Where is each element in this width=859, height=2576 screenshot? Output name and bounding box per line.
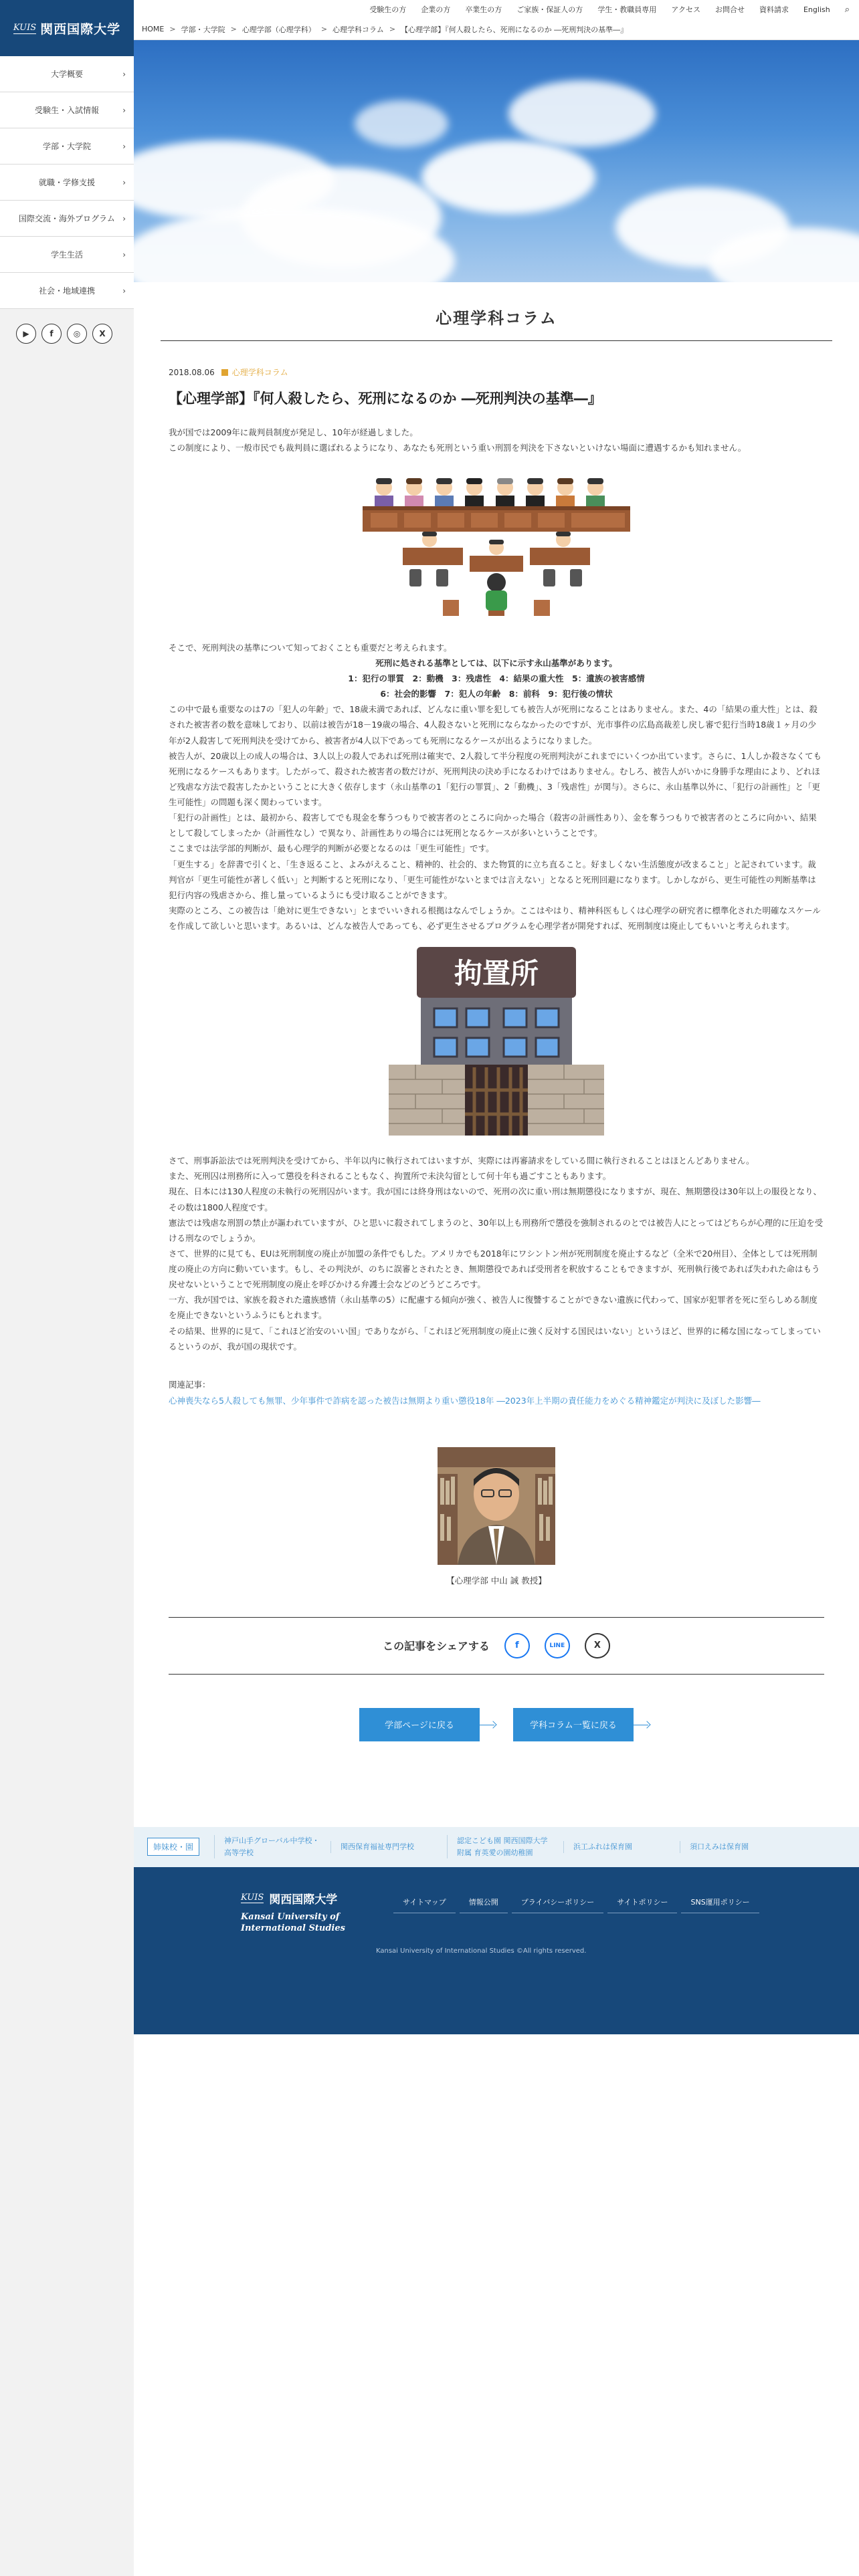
sidebar-item-faculties[interactable] [0, 128, 134, 165]
sidebar-nav [0, 56, 134, 309]
paragraph: 「更生する」を辞書で引くと、「生き返ること、よみがえること、精神的、社会的、また物質的に立ち直ること。好ましくない生活態度が改まること」と記されています。裁判官が「更生可能性が著しく低い」と判断すると死刑になり、「更生可能性がないとまでは言えない」となると死刑回避になります。しかしながら、更生可能性の判断基準は犯行内容の残虐さから、推し量っているようにも受け取ることができます。 [169, 859, 816, 900]
sidebar-item-label: 大学概要 [50, 70, 83, 79]
footer-english-line: International Studies [241, 1923, 345, 1933]
author-caption: 【心理学部 中山 誠 教授】 [446, 1575, 547, 1586]
facebook-icon[interactable]: f [41, 324, 62, 344]
paragraph: この中で最も重要なのは7の「犯人の年齢」で、18歳未満であれば、どんなに重い罪を犯しても被告人が死刑になることはありません。また、4の「結果の重大性」とは、殺された被害者の数を意味しており、以前は被告が18－19歳の場合、4人殺さないと死刑にならなかったのですが、光市事件の広島高裁差し戻し審で犯行当時18歳１ヶ月の少年が2人殺害して死刑判決を受けてから、被害者が4人以下であっても死刑になるケースが出るようになりました。 [169, 704, 818, 746]
sister-school-link[interactable]: 神戸山手グローバル中学校・高等学校 [214, 1835, 330, 1858]
article-category-label: 心理学科コラム [231, 368, 288, 377]
related-heading: 関連記事： [169, 1379, 211, 1390]
courtroom-illustration [169, 469, 824, 623]
intro-block [169, 425, 824, 455]
copyright: Kansai University of International Studies ©All rights reserved. [376, 1947, 587, 1955]
x-share-icon[interactable]: X [585, 1633, 610, 1658]
button-label: 学部ページに戻る [385, 1721, 454, 1731]
footer-english-name [241, 1912, 859, 1935]
back-buttons [134, 1708, 859, 1741]
chevron-right-icon: › [122, 105, 126, 115]
sidebar-item-community[interactable] [0, 273, 134, 309]
section-title: 心理学科コラム [161, 305, 832, 341]
util-link-english[interactable]: English [803, 5, 830, 14]
cloud [508, 80, 656, 147]
article [134, 341, 859, 1586]
paragraph: 憲法では残虐な刑罰の禁止が謳われていますが、ひと思いに殺されてしまうのと、30年以上も刑務所で懲役を強制されるのとでは被告人にとってはどちらが心理的に圧迫を受ける刑なのでしょうか。 [169, 1217, 824, 1243]
x-icon[interactable]: X [92, 324, 112, 344]
share-bar [169, 1617, 824, 1675]
paragraph: その結果、世界的に見て、「これほど治安のいい国」でありながら、「これほど死刑制度の廃止に強く反対する国民はいない」というほど、世界的に稀な国になってしまっているというのが、我が国の現状です。 [169, 1325, 821, 1352]
sister-schools-badge: 姉妹校・園 [147, 1838, 199, 1856]
footer-logo-text: 関西国際大学 [269, 1893, 338, 1907]
back-to-department-button[interactable] [359, 1708, 480, 1741]
util-link-students-staff[interactable]: 学生・教職員専用 [597, 5, 657, 14]
util-link-companies[interactable]: 企業の方 [421, 5, 451, 14]
sister-school-link[interactable]: 認定こども園 関西国際大学附属 育英愛の園幼稚園 [447, 1835, 563, 1858]
line-share-icon[interactable]: LINE [545, 1633, 570, 1658]
sister-schools-bar [134, 1827, 859, 1867]
defendant [487, 573, 506, 592]
paragraph: 一方、我が国では、家族を殺された遺族感情（永山基準の5）に配慮する傾向が強く、被告人に復讐することができない遺族に代わって、国家が犯罪者を死に至らしめる制度を廃止できないというふうにもとれます。 [169, 1295, 818, 1321]
cloud [421, 140, 595, 214]
breadcrumb [134, 19, 859, 40]
clerk-desk [470, 556, 523, 572]
share-label: この記事をシェアする [383, 1640, 490, 1653]
chevron-right-icon: › [122, 286, 126, 296]
breadcrumb-faculties[interactable]: 学部・大学院 [181, 25, 225, 34]
cloud [355, 100, 448, 147]
sister-school-link[interactable]: 関西保育福祉専門学校 [330, 1841, 447, 1853]
back-to-column-list-button[interactable] [513, 1708, 634, 1741]
breadcrumb-separator: > [169, 25, 176, 33]
chevron-right-icon: › [122, 177, 126, 187]
footer-link-site-policy[interactable]: サイトポリシー [607, 1893, 677, 1913]
criteria-heading: 死刑に処される基準としては、以下に示す永山基準があります。 [375, 657, 617, 668]
arrow-right-icon [643, 1721, 650, 1728]
breadcrumb-home[interactable]: HOME [142, 25, 165, 33]
article-category[interactable] [221, 366, 288, 378]
detention-center-illustration [169, 947, 824, 1136]
sidebar-item-label: 就職・学修支援 [38, 178, 95, 187]
sidebar-item-label: 受験生・入試情報 [34, 106, 99, 115]
sidebar-item-label: 学部・大学院 [42, 142, 91, 151]
button-label: 学科コラム一覧に戻る [530, 1721, 617, 1731]
lawyer-table [403, 548, 463, 565]
facebook-share-icon[interactable]: f [504, 1633, 530, 1658]
criteria-line: 6：社会的影響 7：犯人の年齢 8：前科 9：犯行後の情状 [380, 689, 613, 700]
logo-text: 関西国際大学 [40, 21, 121, 37]
util-link-alumni[interactable]: 卒業生の方 [465, 5, 502, 14]
lawyer-table [530, 548, 590, 565]
footer [134, 1867, 859, 2034]
criteria-line: 1：犯行の罪質 2：動機 3：残虐性 4：結果の重大性 5：遺族の被害感情 [348, 673, 645, 683]
paragraph: 「犯行の計画性」とは、最初から、殺害してでも現金を奪うつもりで被害者のところに向かった場合（殺害の計画性あり）、金を奪うつもりで被害者のところに向かい、結果として殺してしまったか（計画性なし）で異なり、計画性ありの場合には死刑となるケースが多いということです。 [169, 813, 817, 839]
paragraph: 実際のところ、この被告は「絶対に更生できない」とまでいいきれる根拠はなんでしょうか。ここはやはり、精神科医もしくは心理学の研究者に標準化された明確なスケールを作成して欲しいと思います。あるいは、どんな被告人であっても、必ず更生させるプログラムを心理学者が開発すれば、死刑制度は廃止してもいいと考えられます。 [169, 905, 821, 931]
youtube-icon[interactable]: ▶ [16, 324, 36, 344]
sidebar-item-label: 学生生活 [50, 250, 83, 259]
author-profile [169, 1447, 824, 1586]
util-link-contact[interactable]: お問合せ [714, 5, 745, 14]
breadcrumb-psychology[interactable]: 心理学部（心理学科） [242, 25, 316, 34]
paragraph: 現在、日本には130人程度の未執行の死刑囚がいます。我が国には終身刑はないので、死刑の次に重い刑は無期懲役になりますが、現在、無期懲役は30年以上の服役となり、その数は1800人程度です。 [169, 1186, 822, 1212]
chevron-right-icon: › [122, 141, 126, 151]
footer-link-sns-policy[interactable]: SNS運用ポリシー [681, 1893, 759, 1913]
social-links [0, 309, 134, 344]
sidebar-item-admissions[interactable] [0, 92, 134, 128]
author-photo [438, 1447, 555, 1565]
util-link-brochure[interactable]: 資料請求 [759, 5, 789, 14]
sister-school-link[interactable]: 須口えみは保育園 [680, 1841, 796, 1853]
judges [375, 478, 605, 508]
footer-logo-mark: KUIS [241, 1893, 264, 1903]
paragraph: そこで、死刑判決の基準について知っておくことも重要だと考えられます。 [169, 642, 452, 653]
breadcrumb-separator: > [320, 25, 328, 33]
category-square-icon [221, 369, 228, 376]
sign-text: 拘置所 [454, 957, 539, 990]
paragraph: 我が国では2009年に裁判員制度が発足し、10年が経過しました。 [169, 427, 418, 437]
arrow-right-icon [489, 1721, 496, 1728]
footer-link-sitemap[interactable]: サイトマップ [393, 1893, 456, 1913]
instagram-icon[interactable]: ◎ [67, 324, 87, 344]
chevron-right-icon: › [122, 69, 126, 79]
main-content [134, 0, 859, 2576]
breadcrumb-current: 【心理学部】『何人殺したら、死刑になるのか ―死刑判決の基準―』 [401, 25, 628, 34]
chevron-right-icon: › [122, 249, 126, 259]
footer-link-disclosure[interactable]: 情報公開 [460, 1893, 508, 1913]
related-article-link[interactable]: 心神喪失なら5人殺しても無罪、少年事件で詐病を認った被告は無期より重い懲役18年 ―2023年上半期の責任能力をめぐる精神鑑定が判決に及ぼした影響― [169, 1395, 761, 1406]
paragraph: さて、刑事訴訟法では死刑判決を受けてから、半年以内に執行されてはいますが、実際には再審請求をしている間に執行されることはほとんどありません。 [169, 1156, 755, 1166]
util-link-families[interactable]: ご家族・保証人の方 [516, 5, 583, 14]
footer-link-privacy[interactable]: プライバシーポリシー [512, 1893, 603, 1913]
hero-sky-image [134, 40, 859, 282]
sister-school-link[interactable]: 浜工ふれは保育園 [563, 1841, 680, 1853]
detention-center-image [389, 947, 604, 1136]
article-title: 【心理学部】『何人殺したら、死刑になるのか ―死刑判決の基準―』 [169, 391, 602, 407]
sidebar-item-about[interactable] [0, 56, 134, 92]
breadcrumb-separator: > [230, 25, 237, 33]
site-logo[interactable] [0, 0, 134, 56]
paragraph: この制度により、一般市民でも裁判員に選ばれるようになり、あなたも死刑という重い刑罰を判決を下さないといけない場面に遭遇するかも知れません。 [169, 442, 747, 453]
logo-mark: KUIS [13, 22, 37, 33]
util-link-applicants[interactable]: 受験生の方 [369, 5, 407, 14]
sidebar-item-international[interactable] [0, 201, 134, 237]
article-date: 2018.08.06 [169, 367, 215, 377]
search-icon[interactable]: ⌕ [844, 4, 850, 15]
paragraph: ここまでは法学部的判断が、最も心理学的判断が必要となるのは「更生可能性」です。 [169, 843, 494, 854]
paragraph: 被告人が、20歳以上の成人の場合は、3人以上の殺人であれば死刑は確実で、2人殺して半分程度の死刑判決がこれまでにいくつか出ています。さらに、1人しか殺さなくても死刑になるケースもあります。したがって、殺された被害者の数だけが、死刑判決の決め手になるわけではありません。むしろ、被告人がいかに身勝手な理由により、どれほど残虐な方法で殺害したかということに大きく依存します（永山基準の1「犯行の罪質」、2「動機」、3「残虐性」が関与）。さらに、永山基準以外に、「犯行の計画性」と「更生可能性」の問題も深く関わっています。 [169, 750, 822, 807]
utility-nav [134, 0, 859, 19]
paragraph: また、死刑囚は刑務所に入って懲役を科されることもなく、拘置所で未決勾留として何十年も過ごすこともあります。 [169, 1171, 611, 1182]
sidebar [0, 0, 134, 2576]
sidebar-item-career[interactable] [0, 165, 134, 201]
sidebar-item-label: 国際交流・海外プログラム [19, 214, 115, 223]
article-meta [169, 366, 824, 378]
paragraph: さて、世界的に見ても、EUは死刑制度の廃止が加盟の条件でもした。アメリカでも2018年にワシントン州が死刑制度を廃止するなど（全米で20州目）、全体としては死刑制度の廃止の方向に動いています。もし、その判決が、のちに誤審とされたとき、無期懲役であれば受刑者を釈放することもできますが、死刑執行後であれば失われた命はもう戻せないということで死刑制度の廃止を呼びかける弁護士会などのどうどころです。 [169, 1248, 820, 1290]
sidebar-item-label: 社会・地域連携 [38, 286, 95, 296]
util-link-access[interactable]: アクセス [671, 5, 700, 14]
courtroom-image [363, 469, 630, 623]
breadcrumb-separator: > [389, 25, 396, 33]
sidebar-item-student-life[interactable] [0, 237, 134, 273]
footer-links [393, 1893, 763, 1913]
breadcrumb-column[interactable]: 心理学科コラム [332, 25, 384, 34]
section-title-wrap [134, 282, 859, 341]
footer-english-line: Kansai University of [241, 1911, 340, 1922]
chevron-right-icon: › [122, 213, 126, 223]
